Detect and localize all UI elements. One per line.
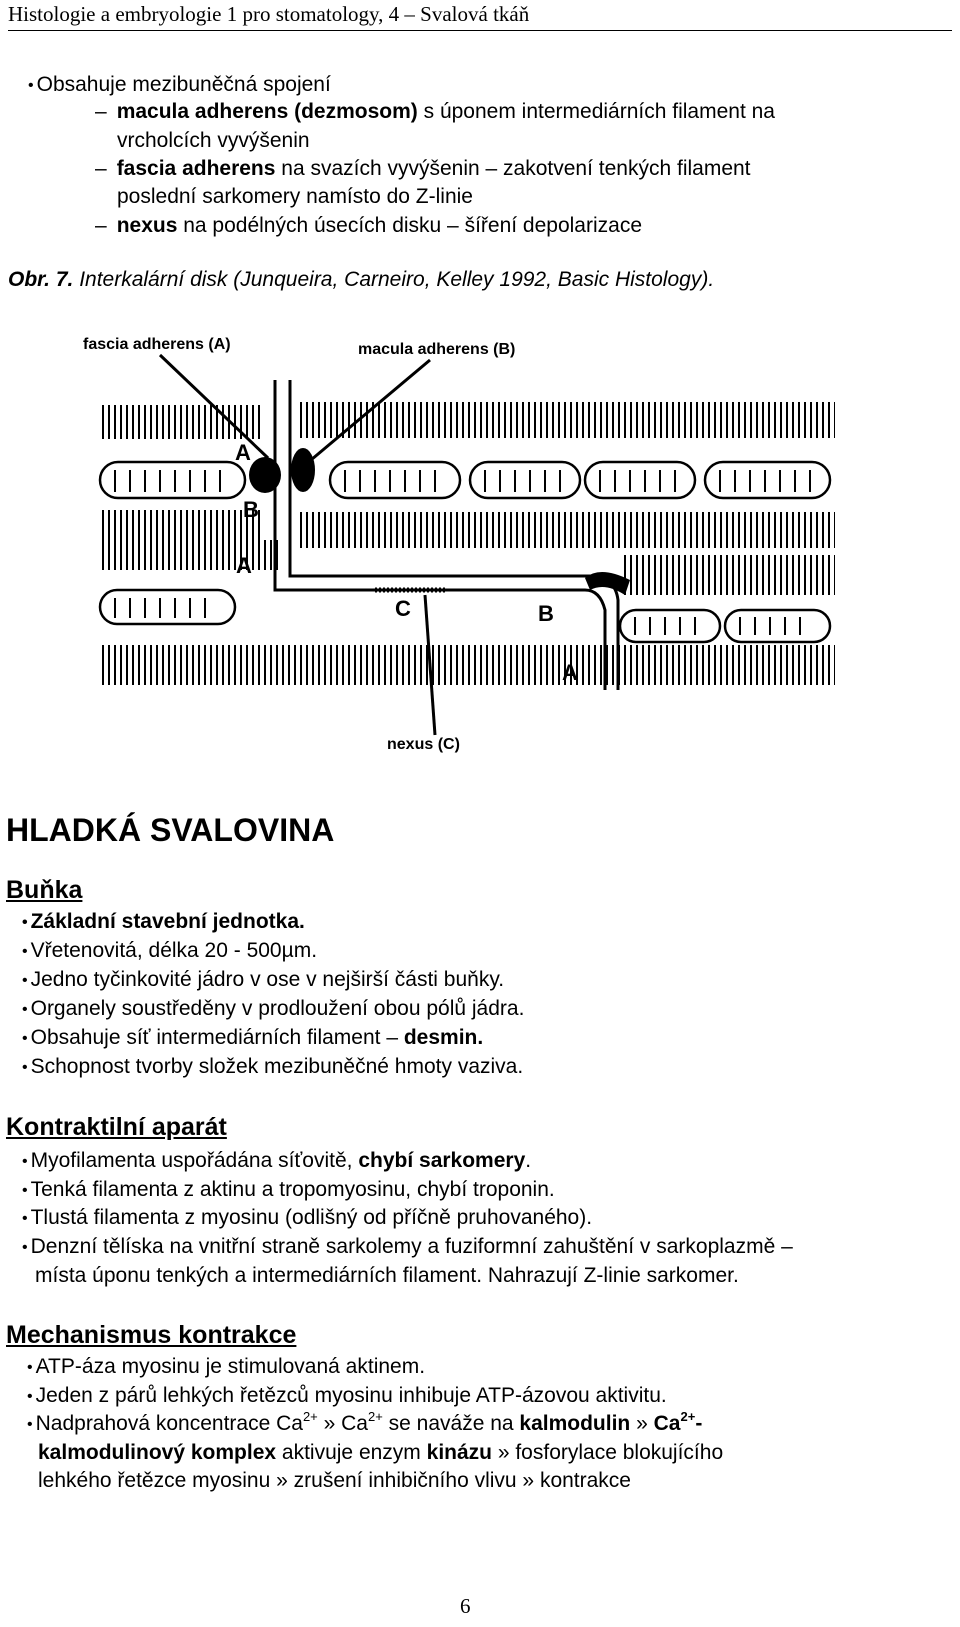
letter-b-1: B xyxy=(243,497,259,522)
mech-item-3 xyxy=(27,1409,702,1439)
figure-caption-text: Interkalární disk (Junqueira, Carneiro, Kelley 1992, Basic Histology). xyxy=(73,268,715,291)
superscript-2plus: 2+ xyxy=(302,1409,318,1424)
myofibril-band xyxy=(100,540,280,570)
term-desmin: desmin. xyxy=(403,1026,484,1049)
mech-item-2: • Jeden z párů lehkých řetězců myosinu inhibuje ATP-ázovou aktivitu. xyxy=(27,1381,667,1411)
aparat-item-1 xyxy=(22,1146,531,1176)
term-kalmodulin: kalmodulin xyxy=(519,1412,631,1435)
term-dash: - xyxy=(695,1412,703,1435)
bunka-item-4: • Organely soustředěny v prodloužení obou pólů jádra. xyxy=(22,994,524,1024)
term-komplex: kalmodulinový komplex xyxy=(38,1441,277,1464)
myofibril-band xyxy=(100,405,260,439)
letter-a-3: A xyxy=(562,660,578,685)
label-fascia-adherens: fascia adherens (A) xyxy=(83,336,231,353)
bunka-item-5 xyxy=(22,1023,483,1053)
mech-item-3-text-e: aktivuje enzym xyxy=(276,1441,427,1464)
mech-item-3-cont-2: lehkého řetězce myosinu » zrušení inhibičního vlivu » kontrakce xyxy=(38,1469,631,1492)
letter-a-2: A xyxy=(236,553,252,578)
mech-item-3-text-f: » fosforylace blokujícího xyxy=(492,1441,724,1464)
intro-item-2-cont: poslední sarkomery namísto do Z-linie xyxy=(117,185,473,208)
myofibril-band xyxy=(300,512,835,548)
myofibril-band xyxy=(620,555,835,595)
mech-item-3-text-c: se naváže na xyxy=(382,1412,520,1435)
heading-aparat: Kontraktilní aparát xyxy=(6,1113,227,1141)
term-nexus: nexus xyxy=(116,214,178,237)
bunka-item-2: • Vřetenovitá, délka 20 - 500µm. xyxy=(22,936,317,966)
mech-item-3-text-d: » xyxy=(630,1412,654,1435)
running-header: Histologie a embryologie 1 pro stomatology, 4 – Svalová tkáň xyxy=(8,2,952,31)
myofibril-band xyxy=(100,645,835,685)
aparat-item-1-end: . xyxy=(525,1149,532,1172)
letter-c: C xyxy=(395,596,411,621)
aparat-item-4-cont: místa úponu tenkých a intermediárních filament. Nahrazují Z-linie sarkomer. xyxy=(35,1264,739,1287)
page-number: 6 xyxy=(460,1594,471,1618)
macula-adherens-mark xyxy=(291,448,315,492)
figure-number: Obr. 7. xyxy=(8,268,74,291)
myofibril-band xyxy=(100,510,260,544)
mech-item-3-text-b: » Ca xyxy=(317,1412,368,1435)
letter-b-2: B xyxy=(538,601,554,626)
heading-bunka: Buňka xyxy=(6,876,83,904)
intro-item-1-cont: vrcholcích vyvýšenin xyxy=(117,129,310,152)
aparat-item-3: • Tlustá filamenta z myosinu (odlišný od příčně pruhovaného). xyxy=(22,1203,592,1233)
term-ca: Ca xyxy=(653,1412,681,1435)
letter-a-1: A xyxy=(235,440,251,465)
label-nexus: nexus (C) xyxy=(387,736,460,753)
heading-mechanismus: Mechanismus kontrakce xyxy=(6,1321,297,1349)
label-macula-adherens: macula adherens (B) xyxy=(358,341,516,358)
intro-item-3-text: na podélných úsecích disku – šíření depolarizace xyxy=(177,214,643,237)
myofibril-band xyxy=(300,402,835,438)
bunka-item-3: • Jedno tyčinkovité jádro v ose v nejširší části buňky. xyxy=(22,965,504,995)
bunka-item-6: • Schopnost tvorby složek mezibuněčné hmoty vaziva. xyxy=(22,1052,523,1082)
aparat-item-1-text: Myofilamenta uspořádána síťovitě, xyxy=(30,1149,359,1172)
mech-item-1: • ATP-áza myosinu je stimulovaná aktinem. xyxy=(27,1352,425,1382)
mech-item-3-cont-1 xyxy=(38,1438,723,1467)
term-fascia: fascia adherens xyxy=(116,157,276,180)
aparat-item-2: • Tenká filamenta z aktinu a tropomyosinu, chybí troponin. xyxy=(22,1175,555,1205)
superscript-2plus: 2+ xyxy=(367,1409,383,1424)
mech-item-3-text-a: Nadprahová koncentrace Ca xyxy=(35,1412,303,1435)
term-chybi-sarkomery: chybí sarkomery xyxy=(358,1149,526,1172)
term-kinaza: kinázu xyxy=(426,1441,492,1464)
intro-item-1-text: s úponem intermediárních filament na xyxy=(417,100,775,123)
aparat-item-4: • Denzní tělíska na vnitřní straně sarkolemy a fuziformní zahuštění v sarkoplazmě – xyxy=(22,1232,793,1262)
term-macula: macula adherens (dezmosom) xyxy=(116,100,418,123)
intro-item-2-text: na svazích vyvýšenin – zakotvení tenkých filament xyxy=(275,157,751,180)
fascia-adherens-mark xyxy=(249,457,281,493)
intro-lead: • Obsahuje mezibuněčná spojení xyxy=(28,70,331,100)
superscript-2plus: 2+ xyxy=(680,1409,696,1424)
section-title: HLADKÁ SVALOVINA xyxy=(6,812,335,848)
bunka-item-5-text: Obsahuje síť intermediárních filament – xyxy=(30,1026,404,1049)
bunka-item-1: • Základní stavební jednotka. xyxy=(22,907,305,937)
intercalated-disc-diagram xyxy=(0,0,960,800)
